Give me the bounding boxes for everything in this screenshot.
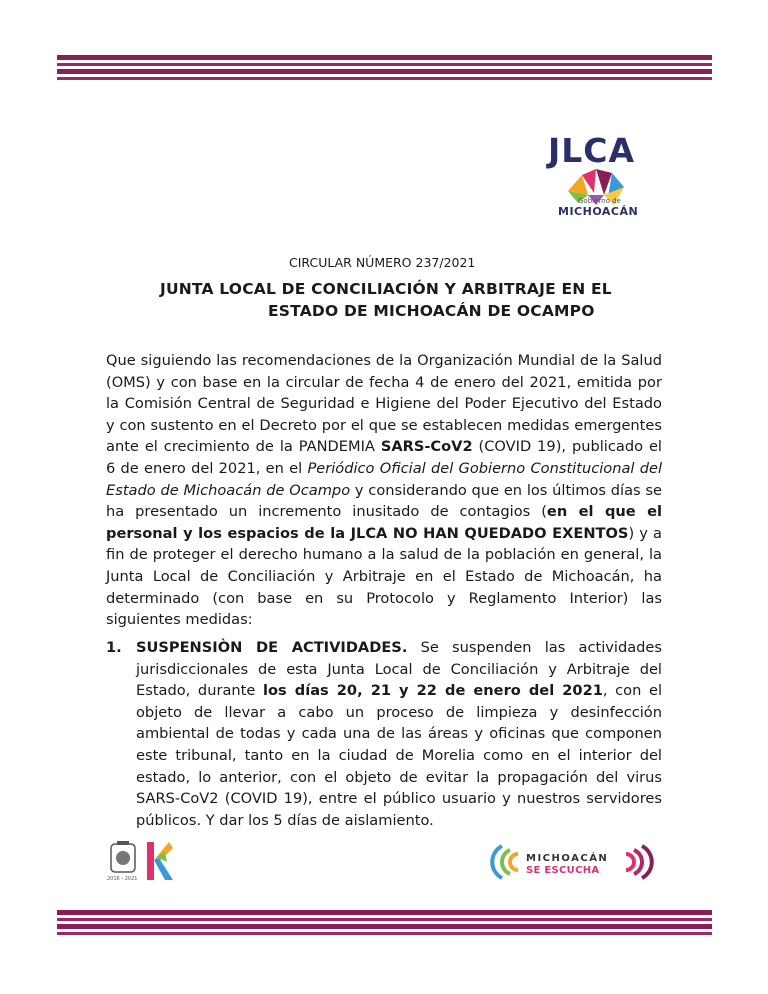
list-item-text <box>136 637 662 831</box>
campaign-bottom-text: SE ESCUCHA <box>526 865 600 876</box>
bottom-decorative-band <box>57 910 712 938</box>
text-run-bold: SARS-CoV2 <box>380 438 473 456</box>
list-item-heading: SUSPENSIÒN DE ACTIVIDADES. <box>136 639 408 656</box>
text-run: y considerando que en los últimos días se ha presentado un incremento inusitado de contagios ( <box>106 481 662 521</box>
page-title-line2: ESTADO DE MICHOACÁN DE OCAMPO <box>268 302 595 320</box>
logo-gov-small: Gobierno de <box>578 197 621 205</box>
intro-paragraph <box>106 350 662 631</box>
page-title-line1: JUNTA LOCAL DE CONCILIACIÓN Y ARBITRAJE EN EL <box>160 280 612 298</box>
logo-acronym: JLCA <box>548 131 636 170</box>
list-item-number: 1. <box>106 639 122 656</box>
text-run-bold: los días 20, 21 y 22 de enero del 2021 <box>262 682 603 700</box>
sound-waves-left-icon <box>488 838 528 886</box>
seal-years: 2016 - 2021 <box>107 876 138 882</box>
text-run: Se suspenden las actividades jurisdiccionales de esta Junta Local de Conciliación y Arbitraje del Estado, durante <box>136 639 663 700</box>
circular-number: CIRCULAR NÚMERO 237/2021 <box>289 255 476 270</box>
list-item <box>106 637 662 831</box>
footer-campaign-logo <box>488 838 658 886</box>
logo-state: MICHOACÁN <box>558 205 639 218</box>
campaign-top-text: MICHOACÁN <box>526 853 609 864</box>
text-run: (COVID 19), publicado el 6 de enero del 2021, en el <box>106 438 662 477</box>
text-run: ) y a fin de proteger el derecho humano a la salud de la población en general, la Junta Local de Conciliación y Arbitraje en el Estado de Michoacán, ha determinado (con base en su Protocolo y Reglamento Interior) las siguientes medidas: <box>106 524 662 629</box>
top-decorative-band <box>57 55 712 83</box>
sound-waves-right-icon <box>618 838 658 886</box>
footer-left-logos <box>107 838 177 886</box>
text-run-italic: Periódico Oficial del Gobierno Constitucional del Estado de Michoacán de Ocampo <box>106 459 662 499</box>
k-logo-icon <box>145 840 175 884</box>
text-run: , con el objeto de llevar a cabo un proceso de limpieza y desinfección ambiental de todas y cada una de las áreas y oficinas que componen este tribunal, tanto en la ciudad de Morelia como en el interior del estado, lo anterior, con el objeto de evitar la propagación del virus SARS-CoV2 (COVID 19), entre el público usuario y nuestros servidores públicos. Y dar los 5 días de aislamiento. <box>136 682 662 829</box>
text-run-bold: en el que el personal y los espacios de la JLCA NO HAN QUEDADO EXENTOS <box>106 503 662 542</box>
text-run: Que siguiendo las recomendaciones de la Organización Mundial de la Salud (OMS) y con base en la circular de fecha 4 de enero del 2021, emitida por la Comisión Central de Seguridad e Higiene del Poder Ejecutivo del Estado y con sustento en el Decreto por el que se establecen medidas emergentes ante el crecimiento de la PANDEMIA <box>106 352 662 456</box>
